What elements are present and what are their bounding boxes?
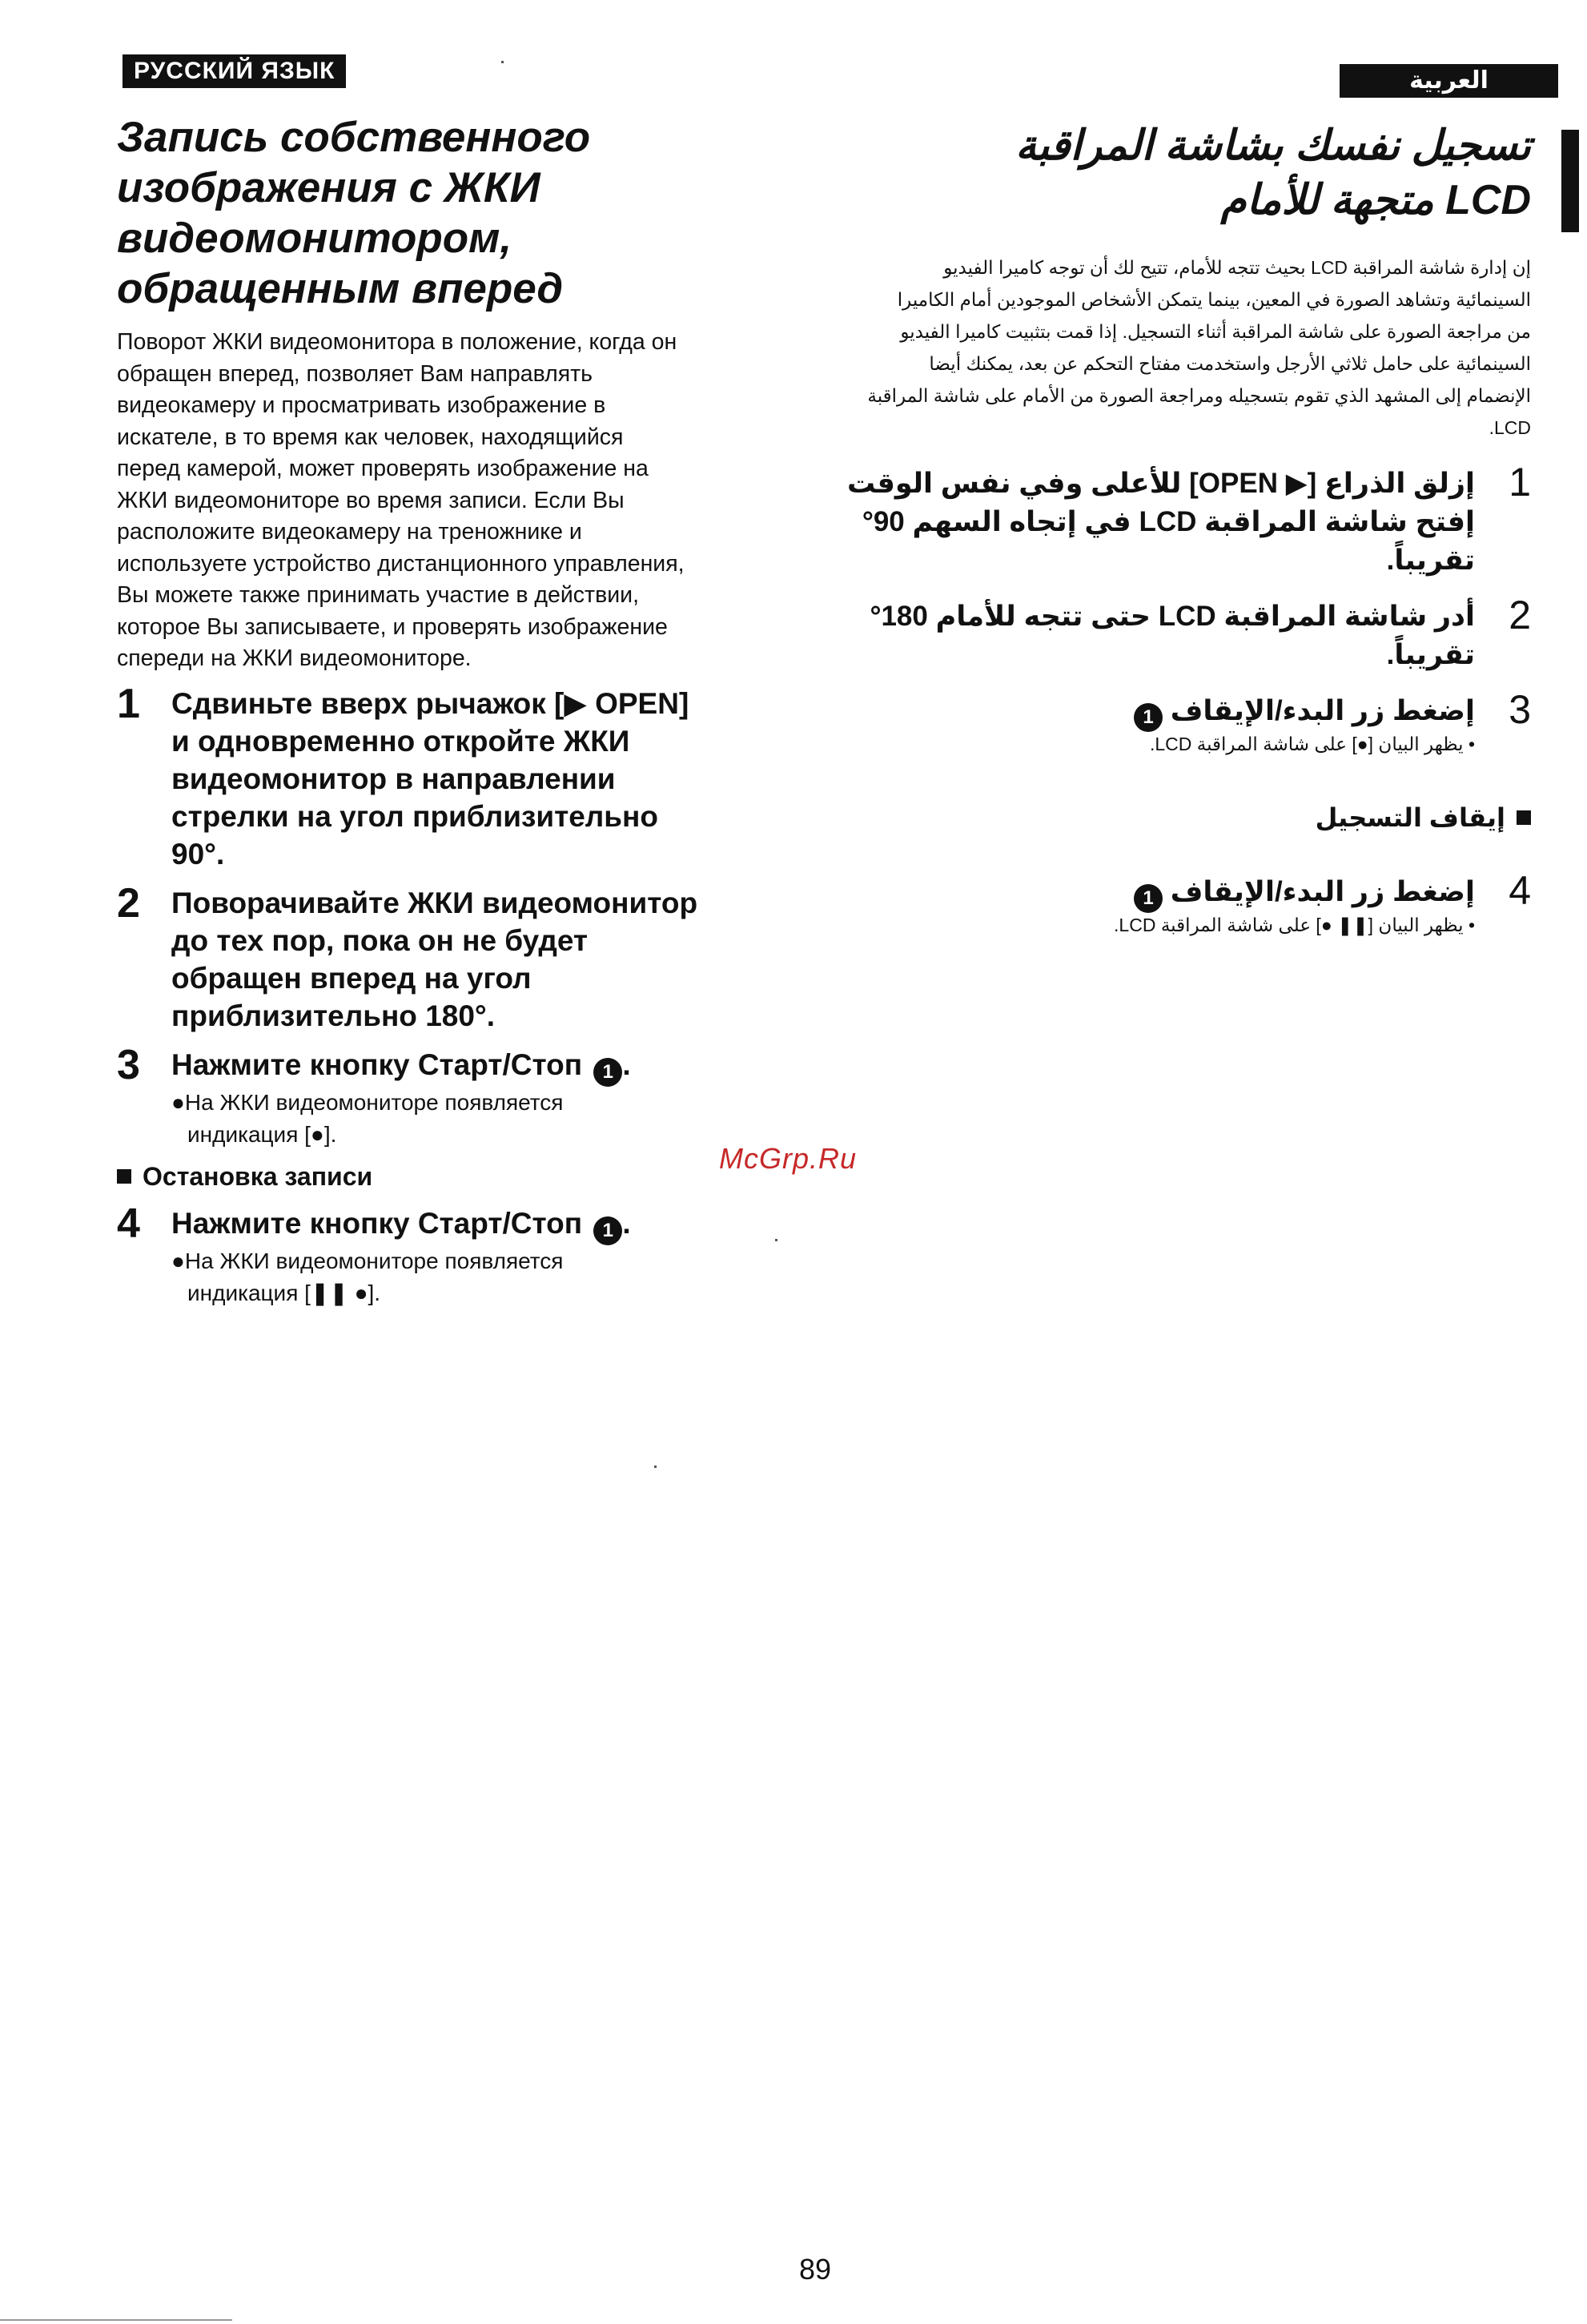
step-note: • يظهر البيان [❚❚ ●] على شاشة المراقبة LCD. bbox=[1114, 915, 1475, 935]
step-line: 90°. bbox=[171, 837, 225, 870]
step-line: إفتح شاشة المراقبة LCD في إتجاه السهم 90° bbox=[862, 506, 1475, 537]
step-line: إزلق الذراع [▶ OPEN] للأعلى وفي نفس الوقت bbox=[846, 468, 1475, 499]
note-line: ●На ЖКИ видеомониторе появляется bbox=[171, 1248, 564, 1273]
russian-intro bbox=[117, 327, 781, 675]
arabic-column bbox=[846, 119, 1531, 955]
step-line: Поворачивайте ЖКИ видеомонитор bbox=[171, 886, 698, 919]
page-number: 89 bbox=[799, 2253, 832, 2286]
intro-line: которое Вы записываете, и проверять изображение bbox=[117, 613, 668, 640]
step-line: Нажмите кнопку Старт/Стоп bbox=[171, 1047, 583, 1081]
ru-step-2 bbox=[117, 879, 781, 1035]
intro-line: Поворот ЖКИ видеомонитора в положение, когда он bbox=[117, 329, 677, 355]
ru-step-3 bbox=[117, 1041, 781, 1151]
note-line: индикация [❚❚ ●]. bbox=[187, 1280, 381, 1305]
intro-line: LCD. bbox=[1489, 417, 1531, 438]
step-line: приблизительно 180°. bbox=[171, 999, 496, 1032]
language-tag-arabic: العربية bbox=[1340, 64, 1558, 98]
step-number: 1 bbox=[117, 680, 140, 727]
language-tag-russian: РУССКИЙ ЯЗЫК bbox=[123, 54, 346, 88]
step-line: Сдвиньте вверх рычажок [▶ OPEN] bbox=[171, 686, 689, 720]
step-line: обращен вперед на угол bbox=[171, 961, 532, 995]
arabic-title bbox=[881, 119, 1531, 227]
start-stop-button-icon: 1 bbox=[1134, 703, 1163, 732]
square-bullet-icon bbox=[1517, 810, 1531, 825]
start-stop-button-icon: 1 bbox=[593, 1216, 622, 1245]
ru-step-4 bbox=[117, 1200, 781, 1309]
title-line: изображения с ЖКИ bbox=[117, 164, 540, 211]
ar-step-1 bbox=[846, 460, 1531, 580]
heading-text: Остановка записи bbox=[143, 1161, 373, 1191]
step-line: и одновременно откройте ЖКИ bbox=[171, 724, 630, 758]
title-line: LCD متجهة للأمام bbox=[1220, 177, 1531, 223]
step-line: تقريباً. bbox=[1386, 639, 1475, 670]
step-number: 2 bbox=[117, 879, 140, 927]
square-bullet-icon bbox=[117, 1169, 131, 1184]
note-line: индикация [●]. bbox=[187, 1121, 337, 1147]
title-line: Запись собственного bbox=[117, 114, 591, 161]
intro-line: من مراجعة الصورة على شاشة المراقبة أثناء التسجيل. إذا قمت بتثبيت كاميرا الفيديو bbox=[900, 321, 1531, 342]
step-number: 3 bbox=[117, 1041, 140, 1088]
note-line: ●На ЖКИ видеомониторе появляется bbox=[171, 1089, 564, 1115]
step-number: 2 bbox=[1509, 593, 1531, 637]
arabic-intro bbox=[867, 251, 1531, 444]
intro-line: ЖКИ видеомониторе во время записи. Если Вы bbox=[117, 487, 625, 513]
page-edge-marker bbox=[1561, 130, 1579, 232]
intro-line: السينمائية وتشاهد الصورة في المعين، بينما يتمكن الأشخاص الموجودين أمام الكاميرا bbox=[897, 289, 1531, 310]
intro-line: спереди на ЖКИ видеомониторе. bbox=[117, 645, 472, 671]
ru-step-1 bbox=[117, 680, 781, 873]
step-note: • يظهر البيان [●] على شاشة المراقبة LCD. bbox=[1149, 734, 1475, 754]
step-text bbox=[846, 464, 1475, 580]
step-line: стрелки на угол приблизительно bbox=[171, 799, 659, 833]
step-text bbox=[881, 873, 1475, 913]
ar-step-3 bbox=[881, 687, 1531, 756]
step-text bbox=[171, 884, 781, 1035]
intro-line: السينمائية على حامل ثلاثي الأرجل واستخدمت مفتاح التحكم عن بعد، يمكنك أيضا bbox=[929, 353, 1531, 374]
step-punct: . bbox=[622, 1206, 631, 1240]
scan-speck bbox=[501, 61, 504, 63]
intro-line: Вы можете также принимать участие в действии, bbox=[117, 582, 639, 608]
intro-line: الإنضمام إلى المشهد الذي تقوم بتسجيله ومراجعة الصورة من الأمام على شاشة المراقبة bbox=[867, 385, 1531, 406]
step-note bbox=[171, 1245, 781, 1309]
heading-text: إيقاف التسجيل bbox=[1315, 803, 1505, 832]
intro-line: используете устройство дистанционного управления, bbox=[117, 550, 685, 577]
step-number: 4 bbox=[1509, 868, 1531, 913]
step-line: Нажмите кнопку Старт/Стоп bbox=[171, 1206, 583, 1240]
step-text bbox=[171, 1046, 781, 1087]
title-line: تسجيل نفسك بشاشة المراقبة bbox=[1015, 123, 1531, 169]
step-text bbox=[171, 685, 781, 873]
start-stop-button-icon: 1 bbox=[593, 1058, 622, 1087]
step-number: 3 bbox=[1509, 687, 1531, 732]
start-stop-button-icon: 1 bbox=[1134, 884, 1163, 913]
step-punct: . bbox=[622, 1047, 631, 1081]
step-line: إضغط زر البدء/الإيقاف bbox=[1170, 876, 1475, 907]
ar-step-4 bbox=[881, 868, 1531, 937]
russian-title bbox=[117, 112, 781, 314]
intro-line: расположите видеокамеру на треножнике и bbox=[117, 519, 582, 545]
step-line: تقريباً. bbox=[1386, 545, 1475, 576]
step-number: 4 bbox=[117, 1200, 140, 1247]
scan-speck bbox=[775, 1239, 777, 1241]
ru-stop-heading bbox=[117, 1162, 781, 1192]
step-note bbox=[171, 1087, 781, 1151]
watermark: McGrp.Ru bbox=[719, 1142, 858, 1175]
step-text bbox=[870, 597, 1475, 674]
intro-line: перед камерой, может проверять изображение на bbox=[117, 456, 649, 481]
russian-column bbox=[117, 112, 781, 1321]
step-number: 1 bbox=[1509, 460, 1531, 505]
footer-rule bbox=[0, 2319, 232, 2321]
title-line: видеомонитором, bbox=[117, 215, 512, 262]
step-text bbox=[881, 692, 1475, 732]
step-line: إضغط زر البدء/الإيقاف bbox=[1170, 695, 1475, 726]
intro-line: искателе, в то время как человек, находящийся bbox=[117, 424, 624, 450]
step-line: видеомонитор в направлении bbox=[171, 762, 616, 795]
ar-stop-heading bbox=[881, 802, 1531, 833]
title-line: обращенным вперед bbox=[117, 265, 564, 312]
step-text bbox=[171, 1204, 781, 1245]
intro-line: обращен вперед, позволяет Вам направлять bbox=[117, 360, 593, 387]
step-line: до тех пор, пока он не будет bbox=[171, 923, 589, 957]
intro-line: видеокамеру и просматривать изображение в bbox=[117, 392, 606, 418]
ar-step-2 bbox=[870, 593, 1531, 674]
scan-speck bbox=[654, 1466, 657, 1468]
step-line: أدر شاشة المراقبة LCD حتى تتجه للأمام 180° bbox=[870, 601, 1475, 632]
intro-line: إن إدارة شاشة المراقبة LCD بحيث تتجه للأمام، تتيح لك أن توجه كاميرا الفيديو bbox=[943, 257, 1531, 278]
